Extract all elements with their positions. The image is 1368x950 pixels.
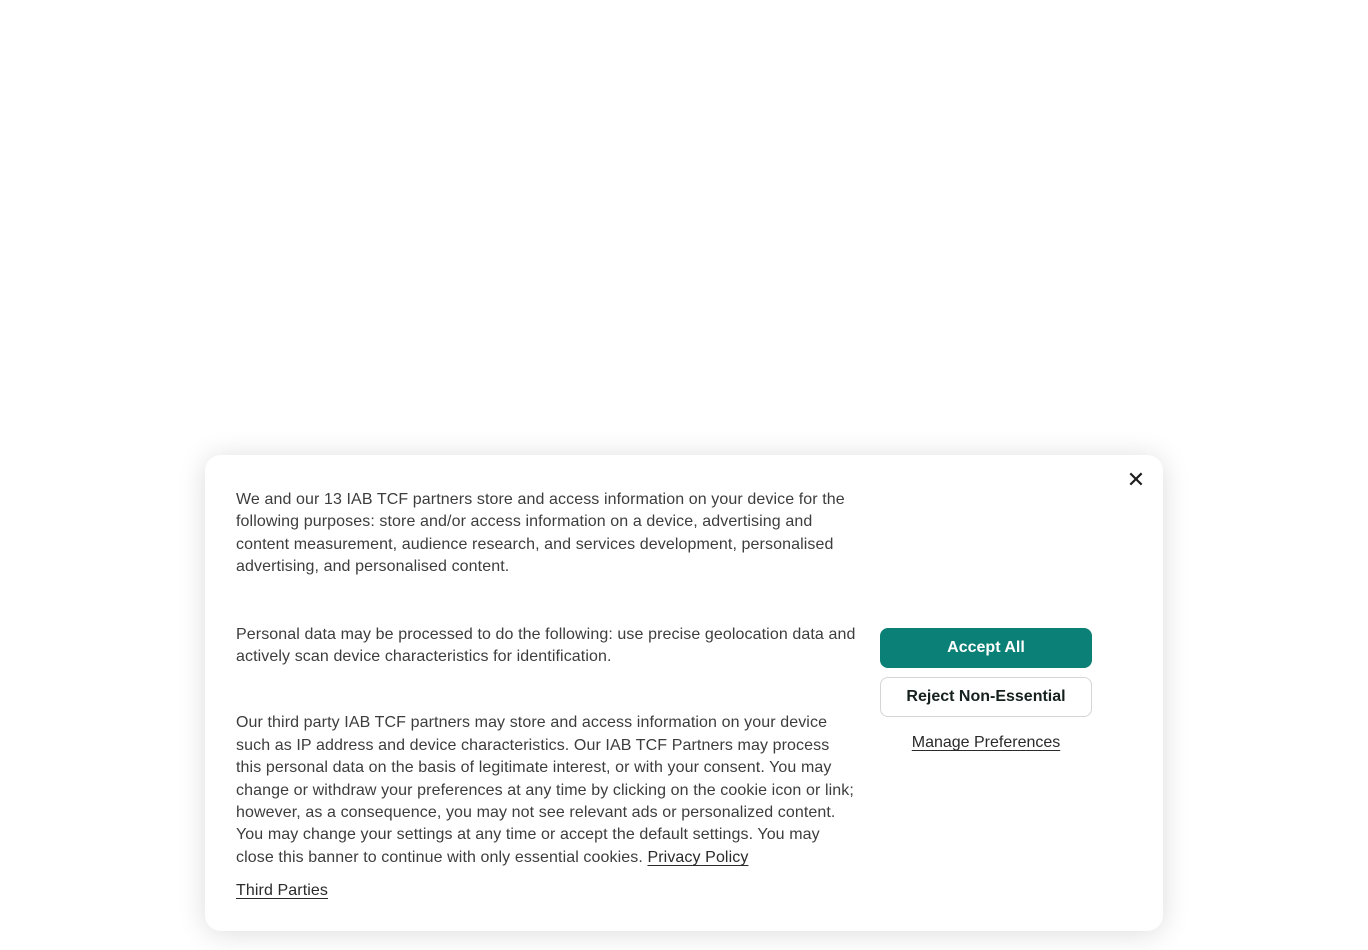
- consent-paragraph-personal-data: Personal data may be processed to do the following: use precise geolocation data and actively scan device characteristics for identification.: [236, 625, 856, 666]
- consent-paragraph-third-party-text: Our third party IAB TCF partners may store and access information on your device such as IP address and device characteristics. Our IAB TCF Partners may process this personal data on the basis of legitimate interest, or with your consent. You may change or withdraw your preferences at any time by clicking on the cookie icon or link; however, as a consequence, you may not see relevant ads or personalized content. You may change your settings at any time or accept the default settings. You may close this banner to continue with only essential cookies.: [236, 714, 854, 866]
- consent-paragraph-purposes: We and our 13 IAB TCF partners store and access information on your device for the following purposes: store and/or access information on a device, advertising and content measurement, audience research, and services development, personalised advertising, and personalised content.: [236, 491, 845, 576]
- close-icon[interactable]: ✕: [1117, 461, 1155, 499]
- manage-preferences-link[interactable]: Manage Preferences: [911, 734, 1061, 751]
- accept-all-button[interactable]: Accept All: [880, 628, 1092, 668]
- privacy-policy-link[interactable]: Privacy Policy: [647, 848, 749, 866]
- consent-text-column: [236, 489, 858, 903]
- consent-actions: [880, 628, 1092, 752]
- reject-non-essential-button[interactable]: Reject Non-Essential: [880, 677, 1092, 717]
- third-parties-row: [236, 880, 858, 902]
- third-parties-link[interactable]: Third Parties: [236, 882, 328, 900]
- consent-paragraph-third-party: [236, 712, 858, 869]
- cookie-consent-dialog: [205, 455, 1163, 931]
